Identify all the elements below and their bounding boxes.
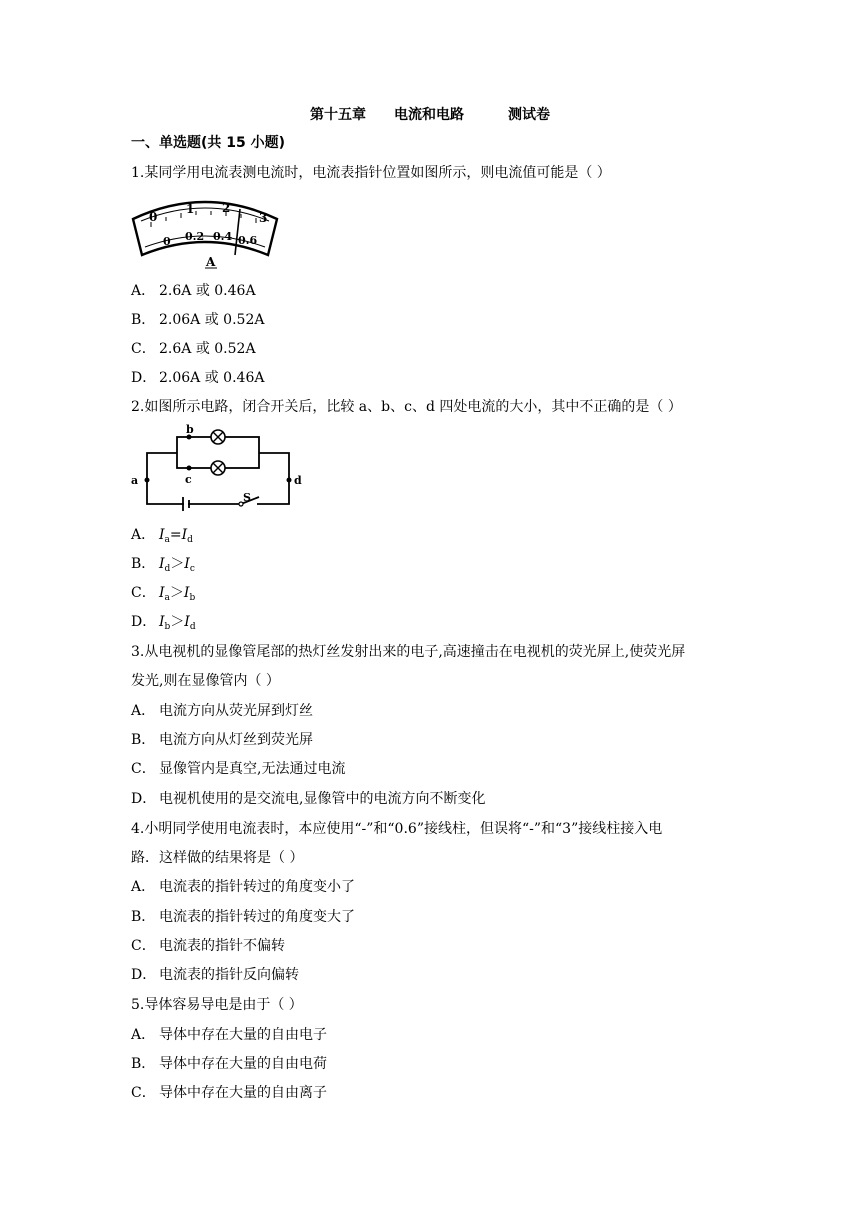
title-kind: 测试卷: [508, 107, 550, 123]
q4-stem-line1: 4.小明同学使用电流表时，本应使用“-”和“0.6”接线柱，但误将“-”和“3”接线柱接入电: [131, 821, 663, 837]
q1-option-c[interactable]: C． 2.6A 或 0.52A: [131, 341, 256, 357]
meter-unit: A: [206, 255, 216, 269]
q3-option-a[interactable]: A． 电流方向从荧光屏到灯丝: [131, 703, 313, 719]
q2-option-a[interactable]: A． $I_a=I_d$: [131, 527, 193, 545]
lamp-bottom: [211, 461, 225, 475]
q4-option-a[interactable]: A． 电流表的指针转过的角度变小了: [131, 879, 355, 895]
label-c: c: [185, 473, 192, 486]
q5-option-c[interactable]: C． 导体中存在大量的自由离子: [131, 1085, 327, 1101]
q2-option-d[interactable]: D． $I_b>I_d$: [131, 614, 196, 632]
q3-stem-line2: 发光,则在显像管内（ ）: [131, 673, 280, 689]
battery-gap: [184, 502, 188, 506]
label-s: S: [243, 491, 251, 504]
q4-stem-line2: 路．这样做的结果将是（ ）: [131, 850, 304, 866]
node-c: [187, 466, 192, 471]
top-tick-0: 0: [149, 210, 158, 224]
top-tick-2: 2: [222, 201, 231, 215]
label-b: b: [186, 423, 194, 436]
title-topic: 电流和电路: [394, 107, 464, 123]
q3-option-b[interactable]: B． 电流方向从灯丝到荧光屏: [131, 732, 313, 748]
q5-option-a[interactable]: A． 导体中存在大量的自由电子: [131, 1027, 327, 1043]
q5-stem: 5.导体容易导电是由于（ ）: [131, 997, 303, 1013]
q5-option-b[interactable]: B． 导体中存在大量的自由电荷: [131, 1056, 327, 1072]
title-chapter: 第十五章: [310, 107, 366, 123]
node-a: [145, 478, 150, 483]
bottom-tick-0: 0: [163, 235, 171, 248]
lamp-top: [211, 430, 225, 444]
circuit-figure: [129, 423, 309, 515]
q4-option-b[interactable]: B． 电流表的指针转过的角度变大了: [131, 909, 355, 925]
bottom-tick-2: 0.4: [213, 230, 233, 243]
node-d: [287, 478, 292, 483]
q1-option-b[interactable]: B． 2.06A 或 0.52A: [131, 312, 265, 328]
q2-stem: 2.如图所示电路，闭合开关后，比较 a、b、c、d 四处电流的大小，其中不正确的是（ ）: [131, 399, 682, 415]
top-tick-1: 1: [186, 202, 195, 216]
top-tick-3: 3: [259, 211, 268, 225]
q4-option-c[interactable]: C． 电流表的指针不偏转: [131, 938, 285, 954]
bottom-tick-1: 0.2: [185, 230, 205, 243]
section-heading: 一、单选题(共 15 小题): [131, 135, 286, 151]
q1-stem: 1.某同学用电流表测电流时，电流表指针位置如图所示，则电流值可能是（ ）: [131, 165, 611, 181]
q3-option-c[interactable]: C． 显像管内是真空,无法通过电流: [131, 761, 346, 777]
q2-option-c[interactable]: C． $I_a>I_b$: [131, 585, 196, 603]
page-title: [0, 104, 860, 124]
q2-option-b[interactable]: B． $I_d>I_c$: [131, 556, 195, 574]
q4-option-d[interactable]: D． 电流表的指针反向偏转: [131, 967, 299, 983]
bottom-tick-3: 0.6: [238, 234, 258, 247]
q1-option-a[interactable]: A． 2.6A 或 0.46A: [131, 283, 256, 299]
q3-option-d[interactable]: D． 电视机使用的是交流电,显像管中的电流方向不断变化: [131, 791, 486, 807]
q1-option-d[interactable]: D． 2.06A 或 0.46A: [131, 370, 265, 386]
label-a: a: [131, 474, 139, 487]
q3-stem-line1: 3.从电视机的显像管尾部的热灯丝发射出来的电子,高速撞击在电视机的荧光屏上,使荧光屏: [131, 644, 686, 660]
ammeter-figure: [131, 193, 279, 269]
label-d: d: [294, 474, 302, 487]
